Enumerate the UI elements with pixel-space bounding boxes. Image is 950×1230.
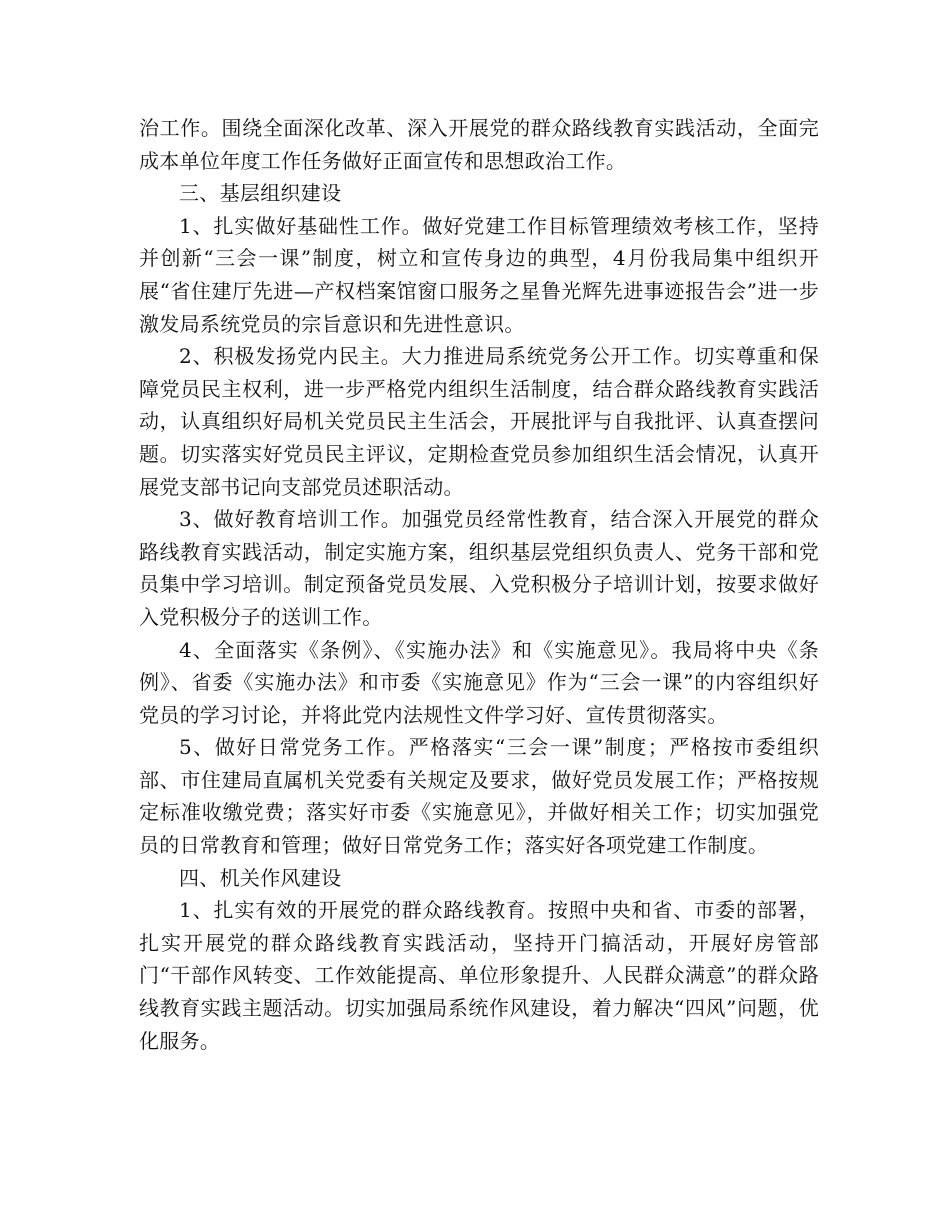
paragraph-item-4: 4、全面落实《条例》、《实施办法》和《实施意见》。我局将中央《条例》、省委《实施办法》和市委《实施意见》作为“三会一课”的内容组织好党员的学习讨论，并将此党内法规性文件学习好、宣传贯彻落实。 xyxy=(139,637,819,727)
document-body xyxy=(139,112,819,1057)
section-heading-grassroots: 三、基层组织建设 xyxy=(179,181,342,206)
paragraph-continuation: 治工作。围绕全面深化改革、深入开展党的群众路线教育实践活动，全面完成本单位年度工作任务做好正面宣传和思想政治工作。 xyxy=(139,116,819,173)
paragraph-item-5: 5、做好日常党务工作。严格落实“三会一课”制度；严格按市委组织部、市住建局直属机关党委有关规定及要求，做好党员发展工作；严格按规定标准收缴党费；落实好市委《实施意见》，并做好相关工作；切实加强党员的日常教育和管理；做好日常党务工作；落实好各项党建工作制度。 xyxy=(139,735,819,858)
paragraph-work-style-1: 1、扎实有效的开展党的群众路线教育。按照中央和省、市委的部署，扎实开展党的群众路线教育实践活动，坚持开门搞活动，开展好房管部门“干部作风转变、工作效能提高、单位形象提升、人民群众满意”的群众路线教育实践主题活动。切实加强局系统作风建设，着力解决“四风”问题，优化服务。 xyxy=(139,898,819,1053)
section-heading-work-style: 四、机关作风建设 xyxy=(179,865,342,890)
paragraph-item-3: 3、做好教育培训工作。加强党员经常性教育，结合深入开展党的群众路线教育实践活动，制定实施方案，组织基层党组织负责人、党务干部和党员集中学习培训。制定预备党员发展、入党积极分子培训计划，按要求做好入党积极分子的送训工作。 xyxy=(139,507,819,629)
paragraph-item-1: 1、扎实做好基础性工作。做好党建工作目标管理绩效考核工作，坚持并创新“三会一课”制度，树立和宣传身边的典型，4月份我局集中组织开展“省住建厅先进—产权档案馆窗口服务之星鲁光辉先进事迹报告会”进一步激发局系统党员的宗旨意识和先进性意识。 xyxy=(139,213,819,336)
paragraph-item-2: 2、积极发扬党内民主。大力推进局系统党务公开工作。切实尊重和保障党员民主权利，进一步严格党内组织生活制度，结合群众路线教育实践活动，认真组织好局机关党员民主生活会，开展批评与自我批评、认真查摆问题。切实落实好党员民主评议，定期检查党员参加组织生活会情况，认真开展党支部书记向支部党员述职活动。 xyxy=(139,344,819,499)
